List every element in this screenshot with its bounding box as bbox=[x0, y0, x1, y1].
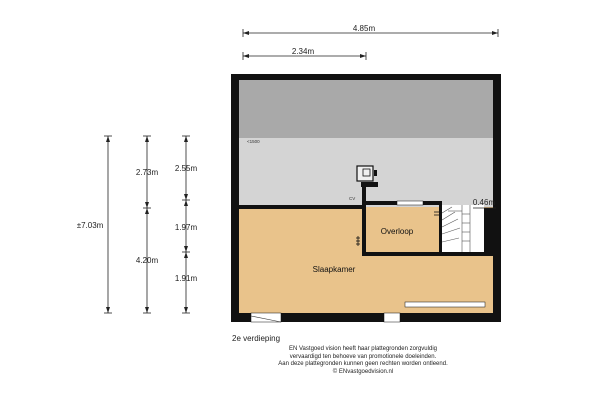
height-b-label: 1.97m bbox=[174, 223, 198, 232]
disclaimer-line: © ENvastgoedvision.nl bbox=[332, 368, 394, 375]
disclaimer-line: EN Vastgoed vision heeft haar plattegronden zorgvuldig bbox=[289, 346, 437, 352]
height-c-label: 1.91m bbox=[174, 274, 198, 283]
floor-name: 2e verdieping bbox=[232, 334, 281, 343]
cv-label: CV bbox=[349, 196, 356, 201]
window-bottom-right bbox=[405, 302, 485, 307]
room-label-overloop: Overloop bbox=[380, 227, 414, 236]
width-total-label: 4.85m bbox=[352, 24, 376, 33]
height-a-label: 2.55m bbox=[174, 164, 198, 173]
disclaimer-line: vervaardigd ten behoeve van promotionele doeleinden. bbox=[289, 353, 437, 360]
height-upper-label: 2.73m bbox=[135, 168, 159, 177]
disclaimer bbox=[218, 346, 508, 376]
stair-width-label: 0.46m bbox=[472, 198, 496, 207]
height-lower-label: 4.20m bbox=[135, 256, 159, 265]
window-bottom-left bbox=[251, 313, 281, 322]
window-top bbox=[397, 201, 423, 205]
stairs bbox=[442, 205, 484, 252]
roof-slope-area bbox=[239, 80, 493, 138]
top-dimensions bbox=[243, 29, 498, 60]
height-total-label: ±7.03m bbox=[76, 221, 104, 230]
disclaimer-line: Aan deze plattegronden kunnen geen rechten worden ontleend. bbox=[278, 361, 448, 367]
room-label-slaapkamer: Slaapkamer bbox=[312, 265, 356, 274]
attic-height-label: <1500 bbox=[247, 139, 260, 144]
width-partial-label: 2.34m bbox=[291, 47, 315, 56]
